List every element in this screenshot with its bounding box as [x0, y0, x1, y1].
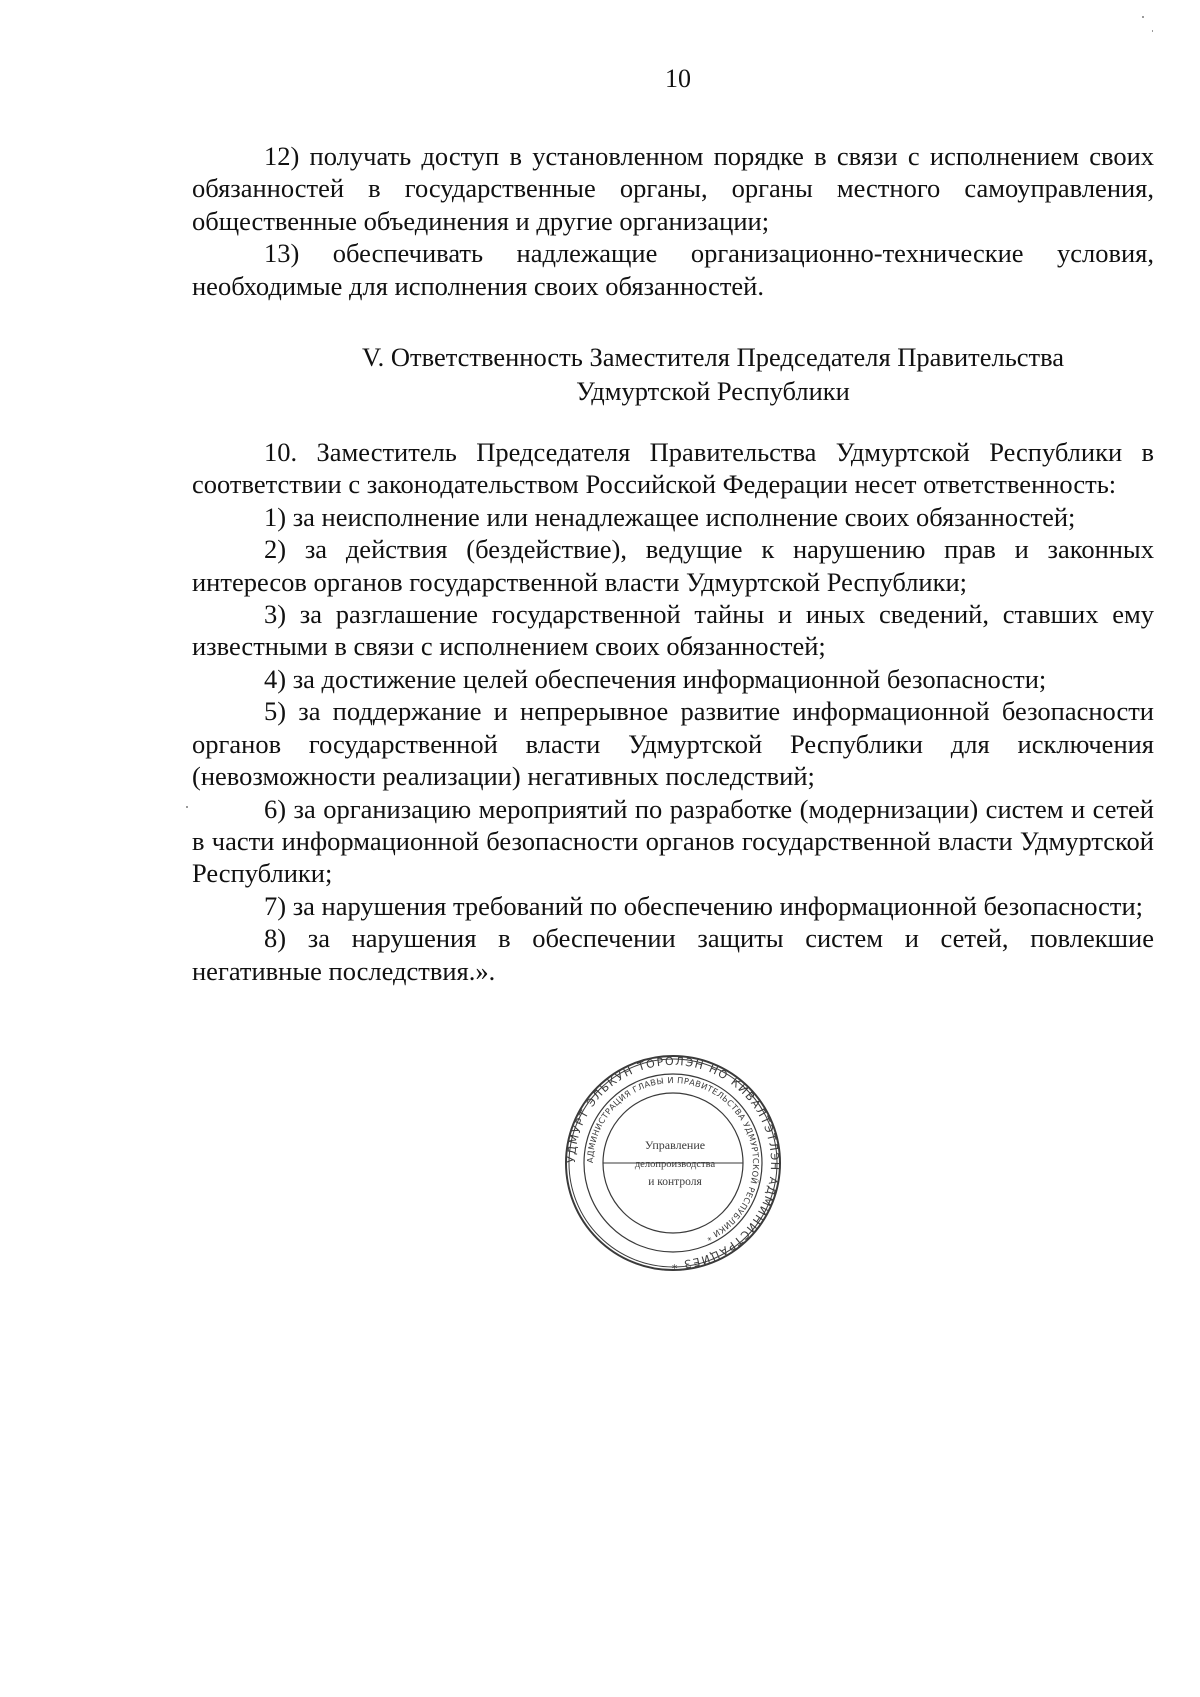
document-body [192, 140, 1154, 987]
list-item: 2) за действия (бездействие), ведущие к нарушению прав и законных интересов органов государственной власти Удмуртской Республики; [192, 534, 1154, 597]
scan-speck [1152, 30, 1153, 32]
seal-outer-text: УДМУРТ ЭЛЬКУН ТОРОЛЭН НО КИВАЛТЭТЛЭН АДМИНИСТРАЦИЕЗ * [564, 1054, 782, 1272]
section-title-line: Удмуртской Республики [576, 376, 850, 407]
list-item: 13) обеспечивать надлежащие организационно-технические условия, необходимые для исполнения своих обязанностей. [192, 238, 1154, 301]
list-item: 5) за поддержание и непрерывное развитие информационной безопасности органов государственной власти Удмуртской Республики для исключения (невозможности реализации) негативных последствий; [192, 696, 1154, 792]
seal-inner-text: АДМИНИСТРАЦИЯ ГЛАВЫ И ПРАВИТЕЛЬСТВА УДМУРТСКОЙ РЕСПУБЛИКИ * [584, 1074, 762, 1244]
section-title-line: V. Ответственность Заместителя Председателя Правительства [361, 342, 1065, 373]
scan-speck [1142, 16, 1144, 18]
list-item: 4) за достижение целей обеспечения информационной безопасности; [264, 663, 1047, 694]
list-item: 1) за неисполнение или ненадлежащее исполнение своих обязанностей; [264, 501, 1076, 532]
clause-10: 10. Заместитель Председателя Правительства Удмуртской Республики в соответствии с законодательством Российской Федерации несет ответственность: [192, 437, 1154, 500]
seal-center-line-2: делопроизводства [634, 1159, 716, 1170]
seal-center-line-3: и контроля [648, 1176, 702, 1188]
seal-graphic [563, 1053, 783, 1273]
scan-speck [186, 806, 188, 808]
list-item: 7) за нарушения требований по обеспечению информационной безопасности; [264, 890, 1144, 921]
seal-center-line-1: Управление [644, 1138, 706, 1152]
list-item: 6) за организацию мероприятий по разработке (модернизации) систем и сетей в части информационной безопасности органов государственной власти Удмуртской Республики; [192, 793, 1154, 889]
list-item: 3) за разглашение государственной тайны и иных сведений, ставших ему известными в связи с исполнением своих обязанностей; [192, 599, 1154, 662]
page-number: 10 [665, 64, 691, 93]
section-title [192, 340, 1154, 408]
official-seal [563, 1053, 783, 1273]
list-item: 12) получать доступ в установленном порядке в связи с исполнением своих обязанностей в государственные органы, органы местного самоуправления, общественные объединения и другие организации; [192, 141, 1154, 236]
list-item: 8) за нарушения в обеспечении защиты систем и сетей, повлекшие негативные последствия.». [192, 923, 1154, 986]
